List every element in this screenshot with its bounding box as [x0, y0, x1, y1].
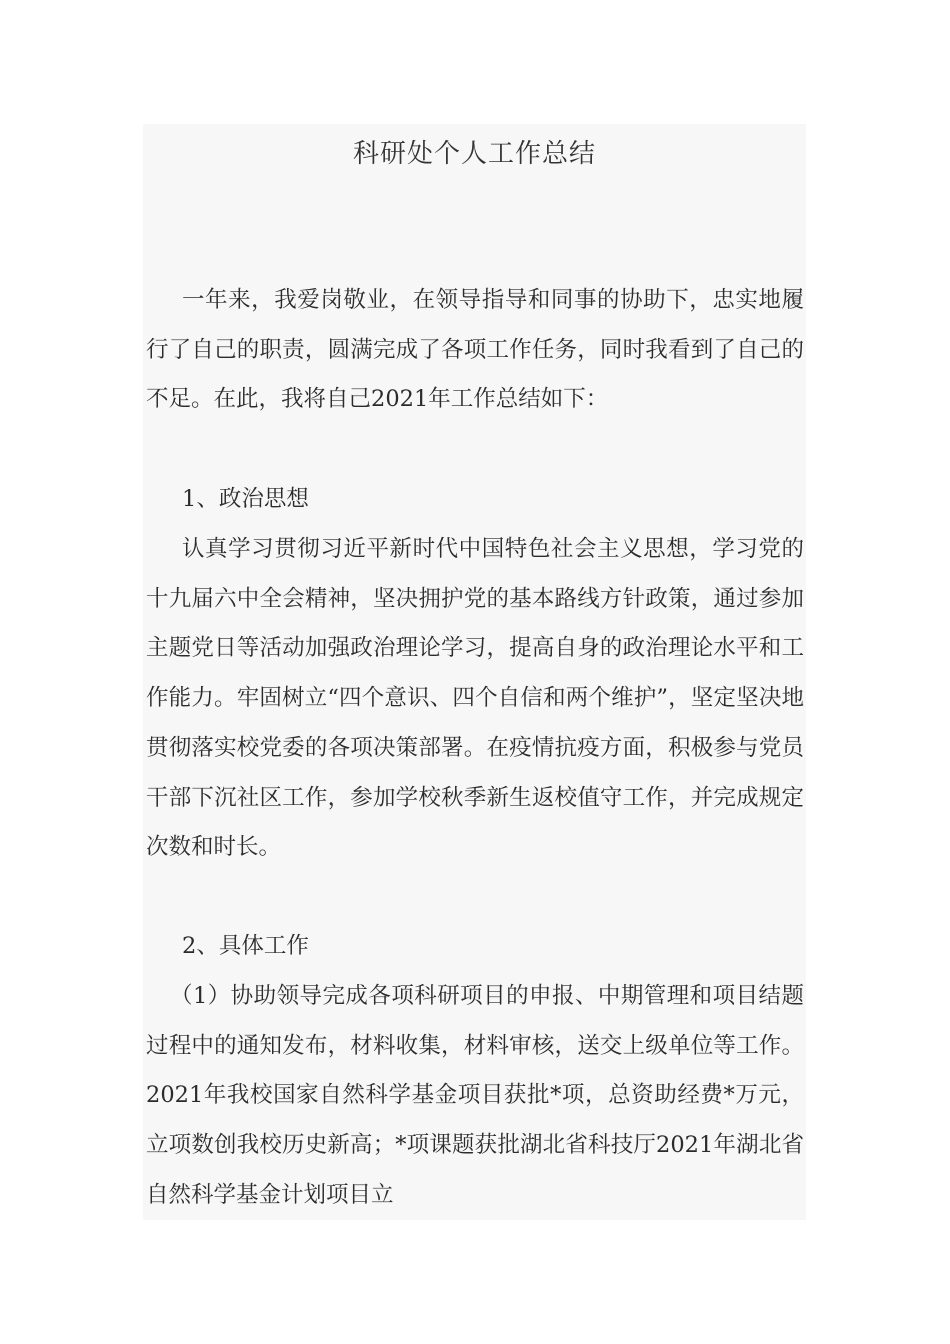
specific-work-paragraph: （1）协助领导完成各项科研项目的申报、中期管理和项目结题过程中的通知发布，材料收集，材料审核，送交上级单位等工作。2021年我校国家自然科学基金项目获批*项，总资助经费*万元，立项数创我校历史新高；*项课题获批湖北省科技厅2021年湖北省自然科学基金计划项目立: [146, 983, 804, 1208]
political-paragraph: 认真学习贯彻习近平新时代中国特色社会主义思想，学习党的十九届六中全会精神，坚决拥护党的基本路线方针政策，通过参加主题党日等活动加强政治理论学习，提高自身的政治理论水平和工作能力。牢固树立“四个意识、四个自信和两个维护”，坚定坚决地贯彻落实校党委的各项决策部署。在疫情抗疫方面，积极参与党员干部下沉社区工作，参加学校秋季新生返校值守工作，并完成规定次数和时长。: [146, 536, 804, 861]
section-heading-specific-work: 2、具体工作: [182, 933, 309, 959]
document-title: 科研处个人工作总结: [352, 139, 596, 169]
intro-paragraph: 一年来，我爱岗敬业，在领导指导和同事的协助下，忠实地履行了自己的职责，圆满完成了各项工作任务，同时我看到了自己的不足。在此，我将自己2021年工作总结如下：: [146, 287, 804, 413]
document-page: [143, 124, 806, 1220]
section-heading-political: 1、政治思想: [182, 486, 309, 512]
